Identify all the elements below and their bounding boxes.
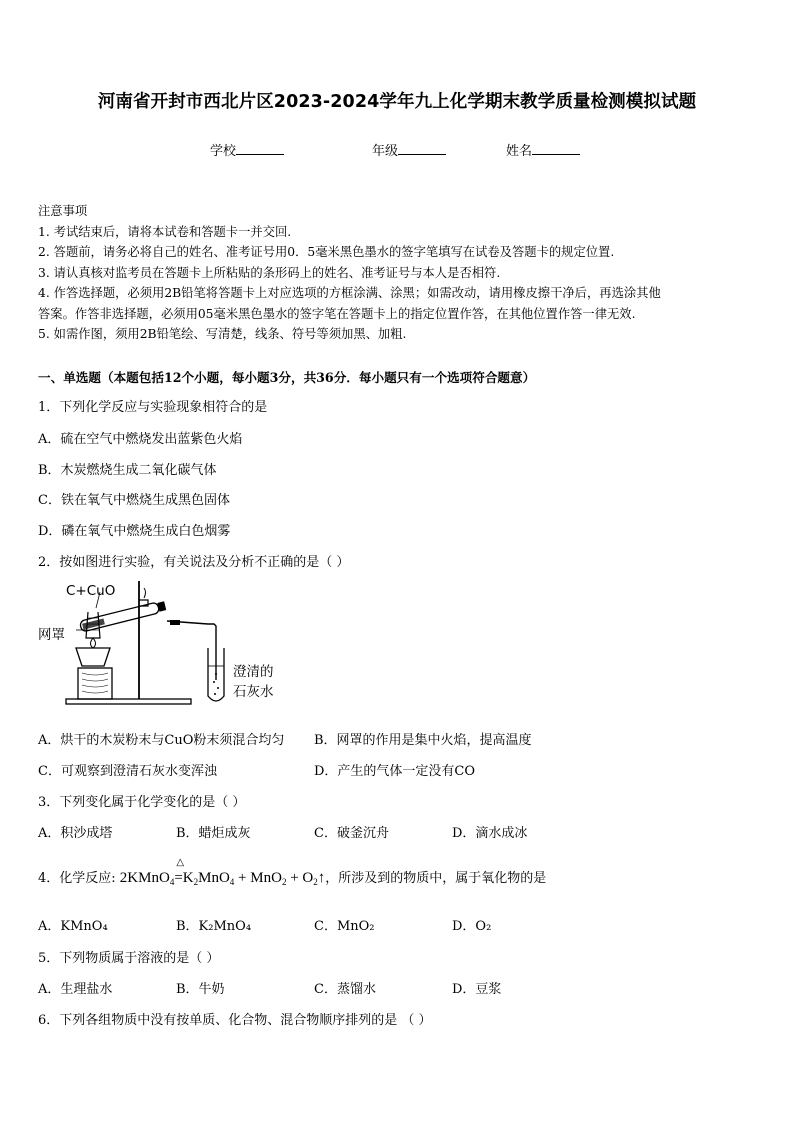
reaction-equation: 2KMnO$_4$ △ $=K_2MnO_4 + MnO_2$ + $O_2↑$ — [119, 857, 326, 887]
stand-base — [66, 699, 191, 704]
q4-stem-prefix: 4．化学反应: — [38, 871, 116, 886]
q5-option-c[interactable]: C．蒸馏水 — [314, 982, 376, 997]
label-mesh: 网罩 — [38, 627, 65, 643]
notice-item: 1. 考试结束后，请将本试卷和答题卡一并交回. — [38, 224, 292, 239]
q2-option-d[interactable]: D．产生的气体一定没有CO — [314, 764, 476, 779]
q2-option-b[interactable]: B．网罩的作用是集中火焰，提高温度 — [314, 733, 532, 748]
q3-option-d[interactable]: D．滴水成冰 — [452, 826, 528, 841]
q1-option-c[interactable]: C．铁在氧气中燃烧生成黑色固体 — [38, 493, 230, 508]
q3-option-b[interactable]: B．蜡炬成灰 — [176, 826, 251, 841]
q4-option-a[interactable]: A．KMnO₄ — [38, 919, 108, 934]
notice-item: 4. 作答选择题，必须用2B铅笔将答题卡上对应选项的方框涂满、涂黑；如需改动，请用橡皮擦干净后，再选涂其他 — [38, 286, 661, 300]
notice-item: 5. 如需作图，须用2B铅笔绘、写清楚，线条、符号等须加黑、加粗. — [38, 327, 407, 341]
school-blank[interactable] — [236, 142, 284, 155]
label-reactant: C+CuO — [66, 583, 116, 599]
notice-heading: 注意事项 — [38, 204, 88, 218]
name-label: 姓名 — [506, 144, 533, 159]
notice-item: 答案。作答非选择题，必须用05毫米黑色墨水的签字笔在答题卡上的指定位置作答，在其他位置作答一律无效. — [38, 306, 636, 321]
q1-stem: 1．下列化学反应与实验现象相符合的是 — [38, 400, 268, 415]
school-label: 学校 — [210, 144, 237, 159]
tube-joint — [170, 620, 180, 625]
school-field[interactable] — [210, 140, 284, 159]
q3-option-a[interactable]: A．积沙成塔 — [38, 826, 113, 841]
q3-stem: 3．下列变化属于化学变化的是（ ） — [38, 795, 246, 810]
q5-stem: 5．下列物质属于溶液的是（ ） — [38, 951, 220, 966]
q5-option-b[interactable]: B．牛奶 — [176, 982, 225, 997]
label-limewater-1: 澄清的 — [233, 664, 274, 680]
alcohol-lamp — [76, 648, 110, 666]
page-title: 河南省开封市西北片区2023-2024学年九上化学期末教学质量检测模拟试题 — [97, 92, 697, 112]
notice-block — [38, 201, 661, 345]
q5-option-a[interactable]: A．生理盐水 — [38, 982, 113, 997]
grade-label: 年级 — [372, 144, 399, 159]
q4-option-d[interactable]: D．O₂ — [452, 919, 492, 934]
q5-option-d[interactable]: D．豆浆 — [452, 982, 502, 997]
notice-item: 2. 答题前，请务必将自己的姓名、准考证号用0．5毫米黑色墨水的签字笔填写在试卷及答题卡的规定位置. — [38, 245, 615, 259]
q4-option-b[interactable]: B．K₂MnO₄ — [176, 919, 252, 934]
q1-option-a[interactable]: A．硫在空气中燃烧发出蓝紫色火焰 — [38, 432, 243, 447]
q6-stem: 6．下列各组物质中没有按单质、化合物、混合物顺序排列的是 （ ） — [38, 1013, 432, 1028]
q4-stem — [38, 857, 547, 887]
label-limewater-2: 石灰水 — [233, 684, 274, 700]
q3-option-c[interactable]: C．破釜沉舟 — [314, 826, 389, 841]
notice-item: 3. 请认真核对监考员在答题卡上所粘贴的条形码上的姓名、准考证号与本人是否相符. — [38, 265, 501, 280]
q1-option-b[interactable]: B．木炭燃烧生成二氧化碳气体 — [38, 463, 217, 478]
clamp-screw — [144, 588, 146, 598]
q2-option-c[interactable]: C．可观察到澄清石灰水变浑浊 — [38, 764, 217, 779]
q2-stem: 2．按如图进行实验，有关说法及分析不正确的是（ ） — [38, 555, 350, 570]
grade-blank[interactable] — [398, 142, 446, 155]
q2-option-a[interactable]: A．烘干的木炭粉末与CuO粉末须混合均匀 — [38, 733, 285, 748]
section-heading: 一、单选题（本题包括12个小题，每小题3分，共36分．每小题只有一个选项符合题意） — [38, 370, 536, 385]
q4-option-c[interactable]: C．MnO₂ — [314, 919, 375, 934]
grade-field[interactable] — [372, 140, 446, 159]
wood-block — [78, 668, 112, 699]
test-tube — [79, 600, 166, 632]
name-blank[interactable] — [532, 142, 580, 155]
name-field[interactable] — [506, 140, 580, 159]
q4-stem-suffix: ，所涉及到的物质中，属于氧化物的是 — [325, 871, 547, 886]
q1-option-d[interactable]: D．磷在氧气中燃烧生成白色烟雾 — [38, 524, 231, 539]
